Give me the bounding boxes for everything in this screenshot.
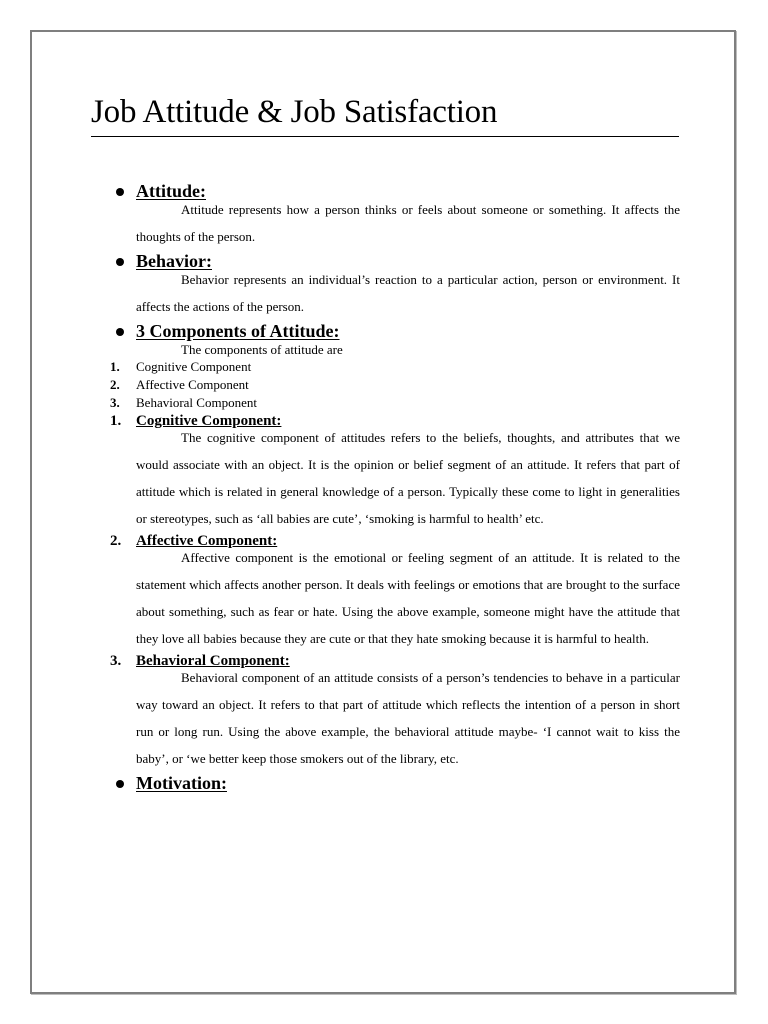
document-title: Job Attitude & Job Satisfaction	[91, 94, 498, 130]
section-heading-cognitive: Cognitive Component:	[136, 413, 282, 429]
section-components	[110, 320, 680, 358]
title-underline-rule	[91, 136, 679, 137]
section-number-cognitive: 1.	[110, 413, 122, 429]
bullet-dot-icon	[116, 780, 124, 788]
section-heading-affective: Affective Component:	[136, 533, 278, 549]
section-text-cognitive: The cognitive component of attitudes refers to the beliefs, thoughts, and attributes that we would associate with an object. It is the opinion or belief segment of an attitude. It refers that part of attitude which is related in general knowledge of a person. Typically these come to light in generalities or stereotypes, such as ‘all babies are cute’, ‘smoking is harmful to health’ etc.	[136, 430, 680, 526]
section-attitude	[110, 180, 680, 250]
list-item-number: 2.	[110, 377, 120, 392]
section-text-behavioral: Behavioral component of an attitude consists of a person’s tendencies to behave in a particular way toward an object. It refers to that part of attitude which reflects the intention of a person in short run or long run. Using the above example, the behavioral attitude maybe- ‘I cannot wait to kiss the baby’, or ‘we better keep those smokers out of the library, etc.	[136, 670, 680, 766]
section-number-affective: 2.	[110, 533, 122, 549]
section-behavior	[110, 250, 680, 320]
section-motivation	[110, 772, 680, 794]
section-text-attitude: Attitude represents how a person thinks or feels about someone or something. It affects the thoughts of the person.	[136, 202, 680, 244]
components-intro: The components of attitude are	[181, 342, 343, 357]
list-item	[110, 394, 680, 412]
section-heading-motivation: Motivation:	[136, 773, 227, 793]
list-item-label: Cognitive Component	[136, 359, 252, 374]
section-behavioral	[110, 652, 680, 772]
section-number-behavioral: 3.	[110, 653, 122, 669]
section-heading-components: 3 Components of Attitude:	[136, 321, 340, 341]
list-item-label: Behavioral Component	[136, 395, 257, 410]
list-item	[110, 376, 680, 394]
section-heading-behavioral: Behavioral Component:	[136, 653, 290, 669]
bullet-dot-icon	[116, 258, 124, 266]
section-text-behavior: Behavior represents an individual’s reaction to a particular action, person or environment. It affects the actions of the person.	[136, 272, 680, 314]
bullet-dot-icon	[116, 188, 124, 196]
list-item-number: 3.	[110, 395, 120, 410]
section-heading-attitude: Attitude:	[136, 181, 206, 201]
bullet-dot-icon	[116, 328, 124, 336]
list-item	[110, 358, 680, 376]
list-item-label: Affective Component	[136, 377, 249, 392]
components-list	[110, 358, 680, 412]
section-cognitive	[110, 412, 680, 532]
document-body	[110, 180, 680, 794]
section-affective	[110, 532, 680, 652]
section-text-affective: Affective component is the emotional or feeling segment of an attitude. It is related to the statement which affects another person. It deals with feelings or emotions that are brought to the surface about something, such as fear or hate. Using the above example, someone might have the attitude that they love all babies because they are cute or that they hate smoking because it is harmful to health.	[136, 550, 680, 646]
section-heading-behavior: Behavior:	[136, 251, 212, 271]
list-item-number: 1.	[110, 359, 120, 374]
